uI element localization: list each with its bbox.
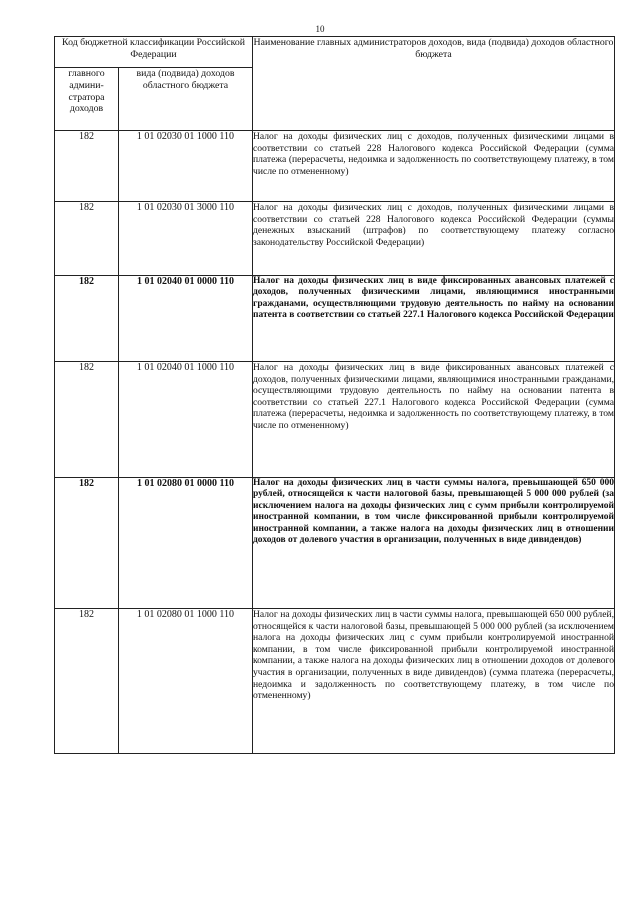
description-cell: Налог на доходы физических лиц в виде фиксированных авансовых платежей с доходов, полученных физическими лицами, являющимися иностранными гражданами, осуществляющими трудовую деятельность по найму на основании патента в соответствии со статьей 227.1 Налогового кодекса Российской Федерации (253, 276, 615, 362)
admin-code-cell: 182 (55, 276, 119, 362)
revenue-code-cell: 1 01 02040 01 0000 110 (119, 276, 253, 362)
revenue-code-cell: 1 01 02080 01 0000 110 (119, 478, 253, 609)
header-code-group: Код бюджетной классификации Российской Федерации (55, 37, 253, 68)
description-cell: Налог на доходы физических лиц в части суммы налога, превышающей 650 000 рублей, относящейся к части налоговой базы, превышающей 5 000 000 рублей (за исключением налога на доходы физических лиц с сумм прибыли контролируемой иностранной компании, в том числе фиксированной прибыли контролируемой иностранной компании, а также налога на доходы физических лиц в отношении доходов от долевого участия в организации, полученных в виде дивидендов) (253, 478, 615, 609)
table-row (55, 202, 615, 276)
description-cell: Налог на доходы физических лиц в виде фиксированных авансовых платежей с доходов, полученных физическими лицами, являющимися иностранными гражданами, осуществляющими трудовую деятельность по найму на основании патента в соответствии со статьей 227.1 Налогового кодекса Российской Федерации (сумма платежа (перерасчеты, недоимка и задолженность по соответствующему платежу, в том числе по отмененному) (253, 362, 615, 478)
admin-code-cell: 182 (55, 362, 119, 478)
table-row (55, 362, 615, 478)
description-cell: Налог на доходы физических лиц в части суммы налога, превышающей 650 000 рублей, относящейся к части налоговой базы, превышающей 5 000 000 рублей (за исключением налога на доходы физических лиц с сумм прибыли контролируемой иностранной компании, в том числе фиксированной прибыли контролируемой иностранной компании, а также налога на доходы физических лиц в отношении доходов от долевого участия в организации, полученных в виде дивидендов) (сумма платежа (перерасчеты, недоимка и задолженность по соответствующему платежу, в том числе по отмененному) (253, 609, 615, 754)
revenue-code-cell: 1 01 02030 01 1000 110 (119, 131, 253, 202)
table-row (55, 609, 615, 754)
revenue-code-cell: 1 01 02080 01 1000 110 (119, 609, 253, 754)
budget-classification-table (54, 36, 615, 754)
admin-code-cell: 182 (55, 131, 119, 202)
admin-code-cell: 182 (55, 478, 119, 609)
table-row (55, 276, 615, 362)
page-number: 10 (315, 24, 325, 34)
header-admin: главного админи-стратора доходов (55, 68, 119, 131)
table-row (55, 131, 615, 202)
header-row-top (55, 37, 615, 68)
admin-code-cell: 182 (55, 202, 119, 276)
revenue-code-cell: 1 01 02040 01 1000 110 (119, 362, 253, 478)
revenue-code-cell: 1 01 02030 01 3000 110 (119, 202, 253, 276)
description-cell: Налог на доходы физических лиц с доходов, полученных физическими лицами в соответствии со статьей 228 Налогового кодекса Российской Федерации (сумма платежа (перерасчеты, недоимка и задолженность по соответствующему платежу, в том числе по отмененному) (253, 131, 615, 202)
description-cell: Налог на доходы физических лиц с доходов, полученных физическими лицами в соответствии со статьей 228 Налогового кодекса Российской Федерации (суммы денежных взысканий (штрафов) по соответствующему платежу согласно законодательству Российской Федерации) (253, 202, 615, 276)
header-name: Наименование главных администраторов доходов, вида (подвида) доходов областного бюджета (253, 37, 615, 131)
admin-code-cell: 182 (55, 609, 119, 754)
header-kind: вида (подвида) доходов областного бюджета (119, 68, 253, 131)
table-row (55, 478, 615, 609)
